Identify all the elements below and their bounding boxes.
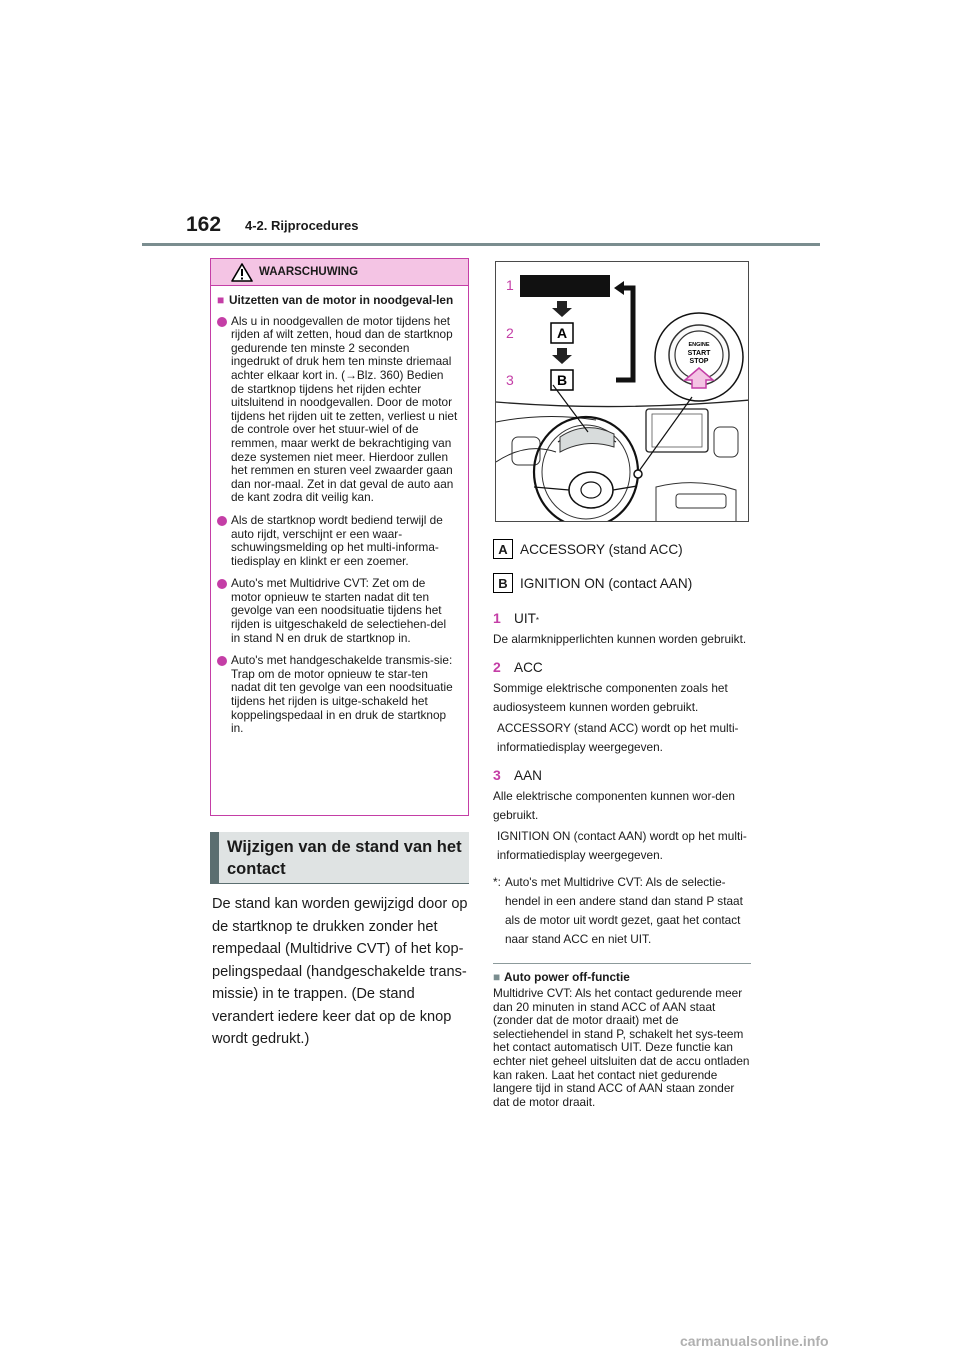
legend-row-b: [493, 566, 751, 600]
page-number: 162: [186, 213, 222, 236]
bullet-dot-icon: [217, 656, 227, 666]
warning-item: [217, 514, 458, 568]
warning-item: [217, 577, 458, 645]
footnote-mark: *:: [493, 875, 501, 889]
position-desc: Sommige elektrische componenten zoals het audiosysteem kunnen worden gebruikt.: [493, 681, 728, 714]
square-bullet-icon: ■: [493, 970, 501, 984]
step-number: 1: [506, 277, 514, 293]
warning-item: [217, 654, 458, 736]
legend-key-a: A: [493, 539, 513, 559]
warning-item-text: Auto's met handgeschakelde transmis-sie: Trap om de motor opnieuw te star-ten nadat dit ten gevolge van een noodsituatie tijdens het rijden is uitge-schakeld het koppelingspedaal in en druk de startknop in.: [231, 653, 453, 736]
warning-box: [210, 258, 469, 816]
warning-body: [211, 286, 468, 736]
header-rule: [142, 243, 820, 246]
legend-text-b: IGNITION ON (contact AAN): [520, 575, 693, 591]
position-number: 1: [493, 610, 501, 626]
warning-heading-text: Uitzetten van de motor in noodgeval-len: [229, 293, 454, 307]
footnote: [493, 873, 751, 949]
position-name: AAN: [514, 768, 542, 783]
button-text-start: START: [687, 350, 711, 357]
legend-key-b: B: [493, 573, 513, 593]
warning-item-text: Auto's met Multidrive CVT: Zet om de motor opnieuw te starten nadat dit ten gevolge van een noodsituatie tijdens het rijden is uitgeschakeld de selectiehen-del in stand N en druk de startknop in.: [231, 576, 447, 645]
position-number: 3: [493, 767, 501, 783]
left-arrow-icon: [614, 281, 624, 295]
bullet-dot-icon: [217, 516, 227, 526]
label-b: B: [557, 372, 568, 388]
off-display-bar: [520, 275, 610, 297]
label-a: A: [557, 325, 568, 341]
warning-heading: [217, 294, 458, 308]
legend-text-a: ACCESSORY (stand ACC): [520, 541, 683, 557]
warning-label: WAARSCHUWING: [259, 266, 359, 278]
footnote-text: Auto's met Multidrive CVT: Als de selectie-hendel in een andere stand dan stand P staat als de motor uit wordt gezet, gaat het contact naar stand ACC en niet UIT.: [505, 875, 743, 946]
position-desc: Alle elektrische componenten kunnen wor-den gebruikt.: [493, 789, 735, 822]
warning-item: [217, 315, 458, 505]
position-desc: ACCESSORY (stand ACC) wordt op het multi-informatiedisplay weergegeven.: [497, 721, 739, 754]
warning-item-text: Als u in noodgevallen de motor tijdens het rijden af wilt zetten, houd dan de startknop gedurende ten minste 2 seconden ingedrukt of druk hem ten minste driemaal achter elkaar kort in. (→Blz. 360) Bedien de startknop tijdens het rijden echter uitsluitend in noodgevallen. Door de motor tijdens het rijden uit te zetten, verliest u niet de controle over het stuur-wiel of de remmen, maar werkt de bekrachtiging van deze systemen niet meer. Hierdoor zullen het remmen en sturen veel zwaarder gaan dan nor-maal. Zet in dat geval de auto aan de kant zodra dit veilig kan.: [231, 313, 458, 505]
warning-header: [211, 259, 468, 286]
position-name: UIT: [514, 611, 536, 626]
down-arrow-icon: [552, 348, 572, 364]
position-superscript: *: [535, 616, 540, 625]
bullet-dot-icon: [217, 579, 227, 589]
down-arrow-icon: [552, 301, 572, 317]
position-desc: De alarmknipperlichten kunnen worden gebruikt.: [493, 632, 747, 646]
intro-paragraph: De stand kan worden gewijzigd door op de startknop te drukken zonder het rempedaal (Multidrive CVT) of het kop-pelingspedaal (handgeschakelde trans-missie) in te trappen. (De stand verandert iedere keer dat op de knop wordt gedrukt.): [212, 896, 468, 1047]
button-text-engine: ENGINE: [688, 342, 710, 348]
cycle-bracket: [616, 288, 633, 380]
bullet-dot-icon: [217, 317, 227, 327]
position-number: 2: [493, 659, 501, 675]
position-desc: IGNITION ON (contact AAN) wordt op het multi-informatiedisplay weergegeven.: [497, 829, 747, 862]
section-title: 4-2. Rijprocedures: [245, 218, 359, 233]
button-text-stop: STOP: [689, 358, 709, 365]
step-number: 2: [506, 325, 514, 341]
warning-triangle-icon: [231, 263, 253, 282]
right-column: [493, 532, 751, 1109]
auto-power-heading: [493, 970, 751, 984]
auto-power-text: Multidrive CVT: Als het contact gedurende meer dan 20 minuten in stand ACC of AAN staat (zonder dat de motor draait) met de selectiehendel in stand P, schakelt het sys-teem het contact automatisch UIT. Deze functie kan echter niet geheel uitsluiten dat de accu ontladen kan raken. Laat het contact niet gedurende langere tijd in stand ACC of AAN staan zonder dat de motor draait.: [493, 986, 750, 1109]
section-divider: [493, 963, 751, 964]
position-3: [493, 767, 751, 783]
ignition-illustration: [495, 261, 749, 522]
auto-power-heading-text: Auto power off-functie: [504, 970, 630, 984]
position-name: ACC: [514, 660, 543, 675]
warning-item-text: Als de startknop wordt bediend terwijl de auto rijdt, verschijnt er een waar-schuwingsmelding op het multi-informa-tiedisplay en klinkt er een zoemer.: [231, 512, 443, 568]
position-2: [493, 659, 751, 675]
button-location: [634, 470, 642, 478]
legend-row-a: [493, 532, 751, 566]
position-1: [493, 610, 751, 626]
watermark: carmanualsonline.info: [680, 1333, 829, 1349]
dashboard-drawing: [496, 262, 749, 522]
step-number: 3: [506, 372, 514, 388]
square-bullet-icon: ■: [217, 293, 225, 307]
subsection-heading: Wijzigen van de stand van het contact: [210, 832, 469, 884]
